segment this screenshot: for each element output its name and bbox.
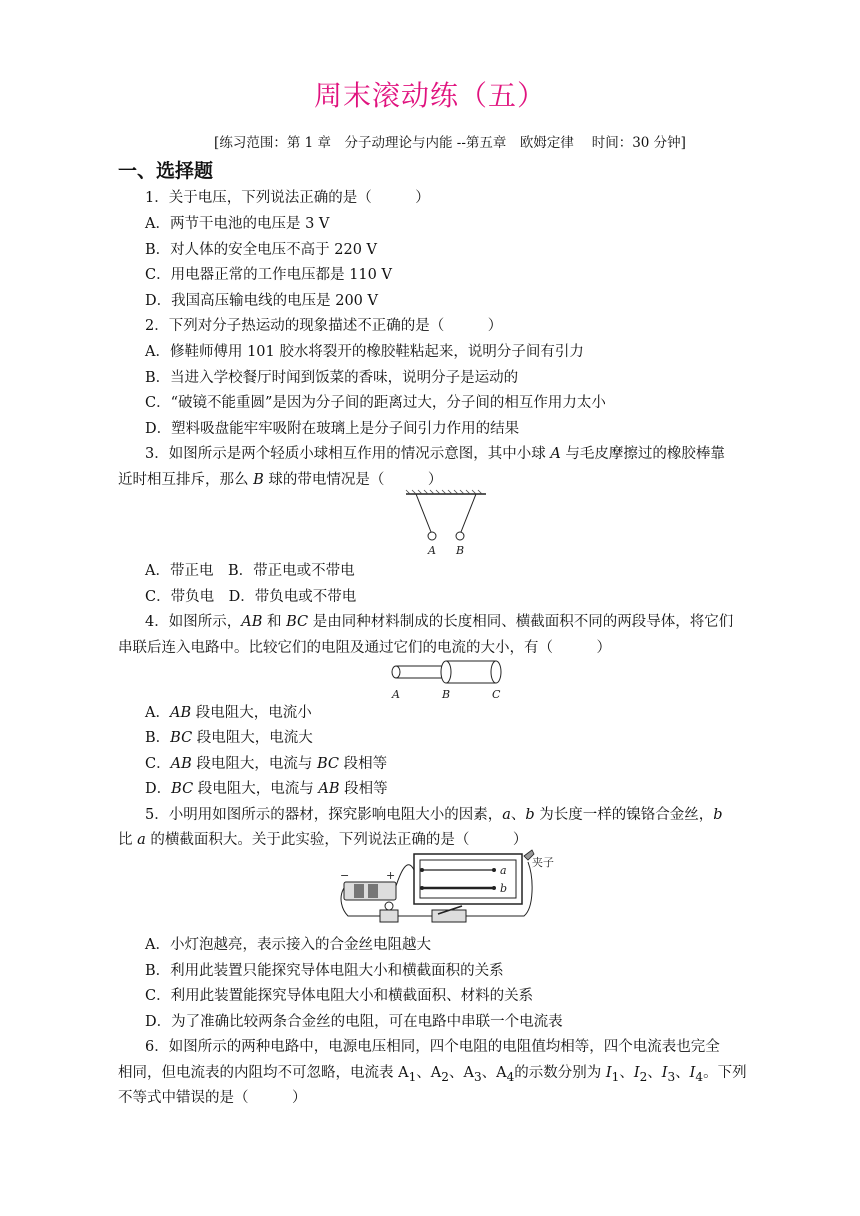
q5-label-b: b [500, 882, 508, 895]
q1-option-b: B．对人体的安全电压不高于 220 V [145, 242, 378, 258]
practice-scope: [练习范围：第 1 章 分子动理论与内能 --第五章 欧姆定律 时间：30 分钟] [214, 135, 686, 151]
q6-line1: 6．如图所示的两种电路中，电源电压相同，四个电阻的电阻值均相等，四个电流表也完全 [145, 1039, 720, 1055]
q3-stem-line2: 近时相互排斥，那么 B 球的带电情况是（ ） [118, 472, 443, 488]
q3-stem-line1: 3．如图所示是两个轻质小球相互作用的情况示意图，其中小球 A 与毛皮摩擦过的橡胶棒靠 [145, 446, 725, 462]
q1-option-d: D．我国高压输电线的电压是 200 V [145, 293, 378, 309]
q3-options-row2: C．带负电 D．带负电或不带电 [145, 589, 357, 605]
q4-label-c: C [492, 688, 501, 701]
q3-label-b: B [456, 544, 465, 557]
q1-option-a: A．两节干电池的电压是 3 V [145, 216, 330, 232]
q5-option-b: B．利用此装置只能探究导体电阻大小和横截面积的关系 [145, 963, 504, 979]
q3-label-a: A [428, 544, 436, 557]
q5-stem-line1: 5．小明用如图所示的器材，探究影响电阻大小的因素，a、b 为长度一样的镍铬合金丝，b [145, 807, 723, 823]
q5-option-a: A．小灯泡越亮，表示接入的合金丝电阻越大 [145, 937, 431, 953]
q2-option-c: C．“破镜不能重圆”是因为分子间的距离过大，分子间的相互作用力太小 [145, 395, 606, 411]
svg-text:+: + [386, 869, 396, 882]
q2-option-b: B．当进入学校餐厅时闻到饭菜的香味，说明分子是运动的 [145, 370, 519, 386]
q6-line3: 不等式中错误的是（ ） [118, 1090, 307, 1106]
q5-option-c: C．利用此装置能探究导体电阻大小和横截面积、材料的关系 [145, 988, 534, 1004]
q4-stem-line2: 串联后连入电路中。比较它们的电阻及通过它们的电流的大小，有（ ） [118, 640, 611, 656]
q5-figure-circuit [338, 848, 568, 928]
q5-option-d: D．为了准确比较两条合金丝的电阻，可在电路中串联一个电流表 [145, 1014, 563, 1030]
q5-clip-label: 夹子 [532, 856, 554, 869]
q4-label-b: B [442, 688, 451, 701]
page-title: 周末滚动练（五） [313, 79, 546, 112]
q1-option-c: C．用电器正常的工作电压都是 110 V [145, 267, 392, 283]
q4-option-d: D．BC 段电阻大，电流与 AB 段相等 [145, 781, 388, 797]
q5-label-a: a [500, 864, 507, 877]
svg-text:−: − [340, 869, 350, 882]
q6-line2: 相同，但电流表的内阻均不可忽略，电流表 $A_1$、$A_2$、$A_3$、$A_4$的示数分别为 $I_1$、$I_2$、$I_3$、$I_4$。下列 [118, 1065, 747, 1084]
q4-option-b: B．BC 段电阻大，电流大 [145, 730, 313, 746]
q4-option-c: C．AB 段电阻大，电流与 BC 段相等 [145, 756, 388, 772]
q3-options-row1: A．带正电 B．带正电或不带电 [145, 563, 355, 579]
q5-stem-line2: 比 a 的横截面积大。关于此实验，下列说法正确的是（ ） [118, 832, 528, 848]
q3-figure-charged-balls [400, 490, 490, 560]
q4-stem-line1: 4．如图所示，AB 和 BC 是由同种材料制成的长度相同、横截面积不同的两段导体，将它们 [145, 614, 734, 630]
q2-stem: 2．下列对分子热运动的现象描述不正确的是（ ） [145, 318, 503, 334]
q1-stem: 1．关于电压，下列说法正确的是（ ） [145, 190, 430, 206]
q4-label-a: A [392, 688, 400, 701]
q2-option-d: D．塑料吸盘能牢牢吸附在玻璃上是分子间引力作用的结果 [145, 421, 520, 437]
q2-option-a: A．修鞋师傅用 101 胶水将裂开的橡胶鞋粘起来，说明分子间有引力 [145, 344, 584, 360]
q4-figure-conductors [386, 660, 516, 700]
q4-option-a: A．AB 段电阻大，电流小 [145, 705, 312, 721]
section-heading: 一、选择题 [118, 160, 214, 182]
